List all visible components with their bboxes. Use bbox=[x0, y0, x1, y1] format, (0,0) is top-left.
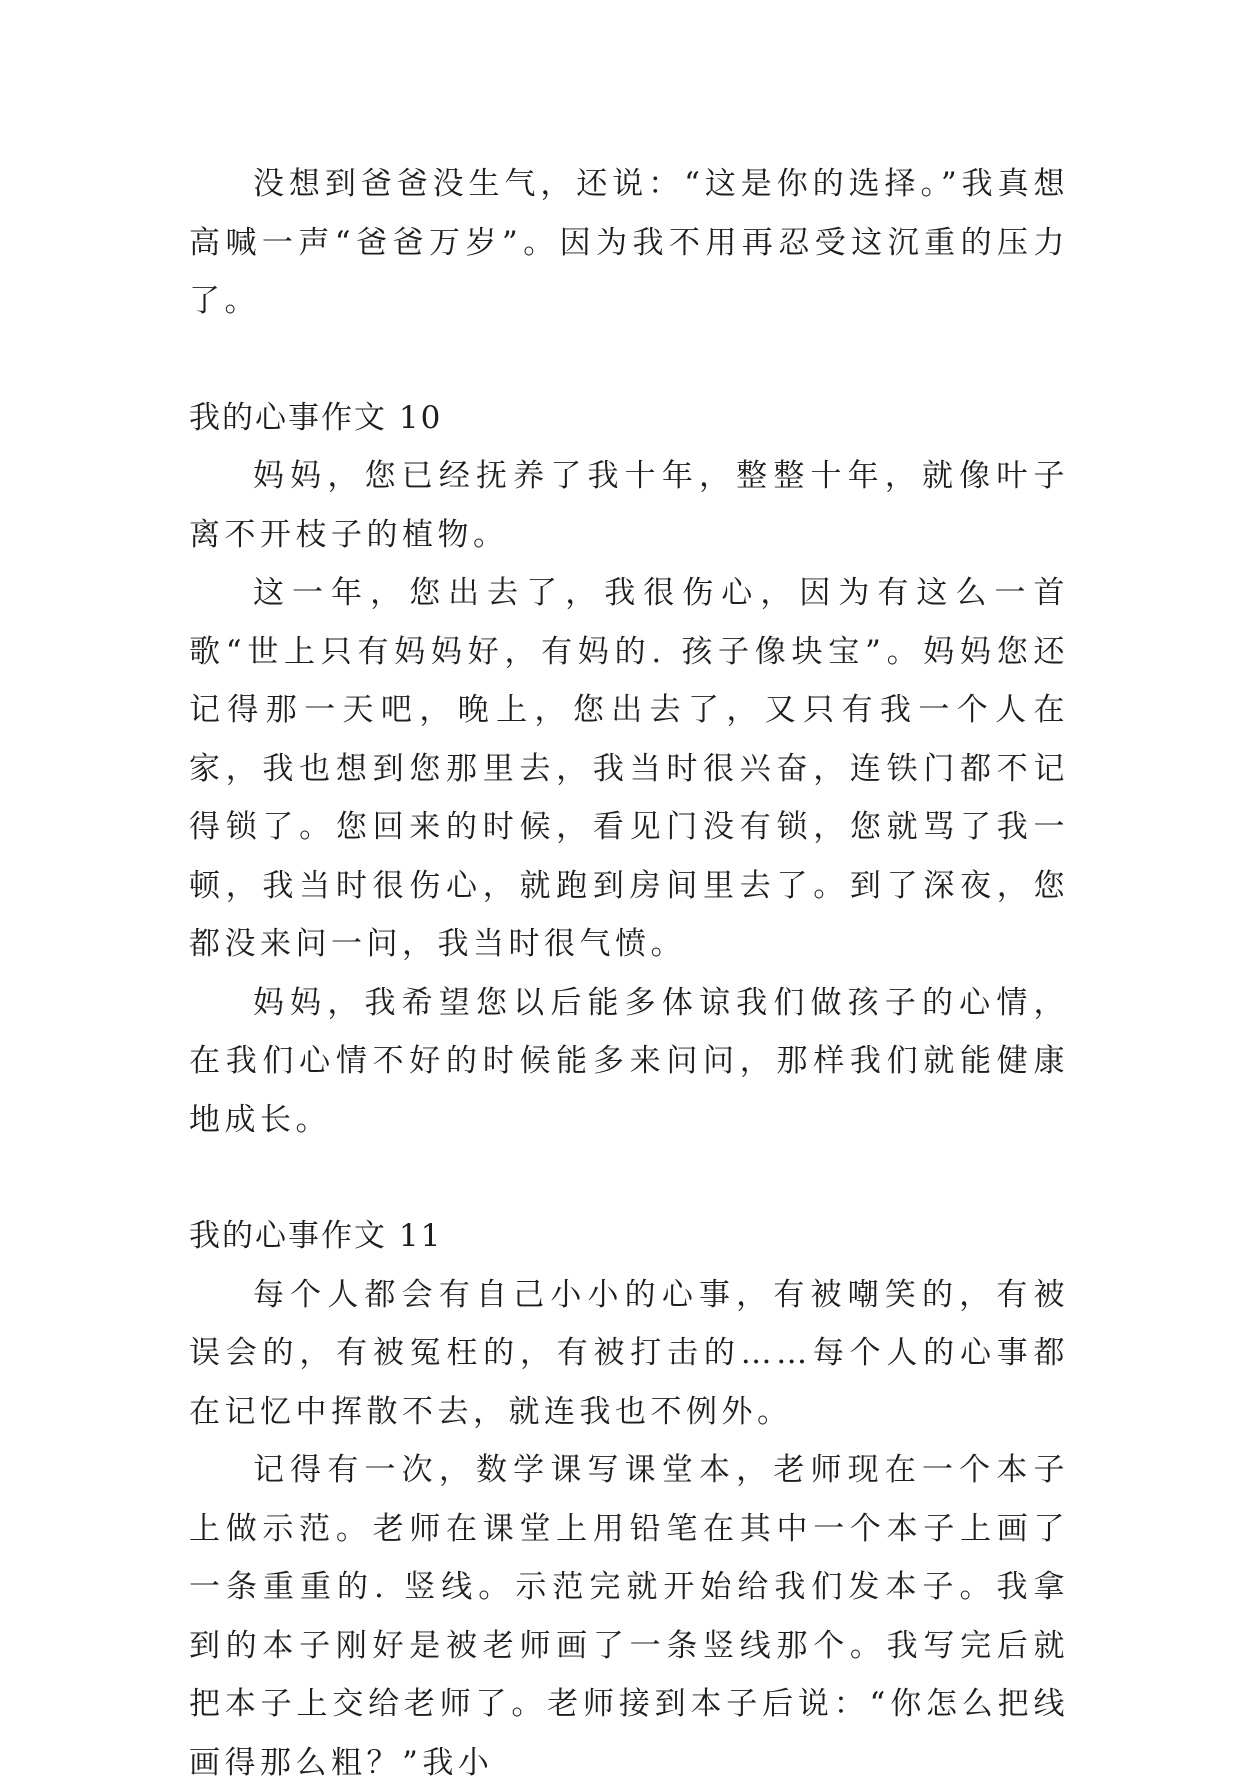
essay-section-10 bbox=[189, 389, 1069, 1150]
document-body bbox=[189, 155, 1069, 1792]
essay-section-11 bbox=[189, 1207, 1069, 1792]
section-paragraph: 妈妈，我希望您以后能多体谅我们做孩子的心情，在我们心情不好的时候能多来问问，那样我们就能健康地成长。 bbox=[189, 984, 1069, 1138]
section-spacer bbox=[189, 1149, 1069, 1207]
intro-paragraph: 没想到爸爸没生气，还说：“这是你的选择。”我真想高喊一声“爸爸万岁”。因为我不用再忍受这沉重的压力了。 bbox=[189, 166, 1069, 319]
section-heading: 我的心事作文 10 bbox=[189, 399, 443, 436]
section-paragraph: 这一年，您出去了，我很伤心，因为有这么一首歌“世上只有妈妈好，有妈的. 孩子像块宝”。妈妈您还记得那一天吧，晚上，您出去了，又只有我一个人在家，我也想到您那里去，我当时很兴奋，连铁门都不记得锁了。您回来的时候，看见门没有锁，您就骂了我一顿，我当时很伤心，就跑到房间里去了。到了深夜，您都没来问一问，我当时很气愤。 bbox=[189, 575, 1069, 962]
section-spacer bbox=[189, 331, 1069, 389]
section-paragraph: 记得有一次，数学课写课堂本，老师现在一个本子上做示范。老师在课堂上用铅笔在其中一个本子上画了一条重重的. 竖线。示范完就开始给我们发本子。我拿到的本子刚好是被老师画了一条竖线那个。我写完后就把本子上交给老师了。老师接到本子后说：“你怎么把线画得那么粗？”我小 bbox=[189, 1452, 1069, 1781]
section-paragraph: 妈妈，您已经抚养了我十年，整整十年，就像叶子离不开枝子的植物。 bbox=[189, 458, 1069, 553]
section-paragraph: 每个人都会有自己小小的心事，有被嘲笑的，有被误会的，有被冤枉的，有被打击的……每个人的心事都在记忆中挥散不去，就连我也不例外。 bbox=[189, 1276, 1069, 1430]
section-heading: 我的心事作文 11 bbox=[189, 1218, 443, 1254]
